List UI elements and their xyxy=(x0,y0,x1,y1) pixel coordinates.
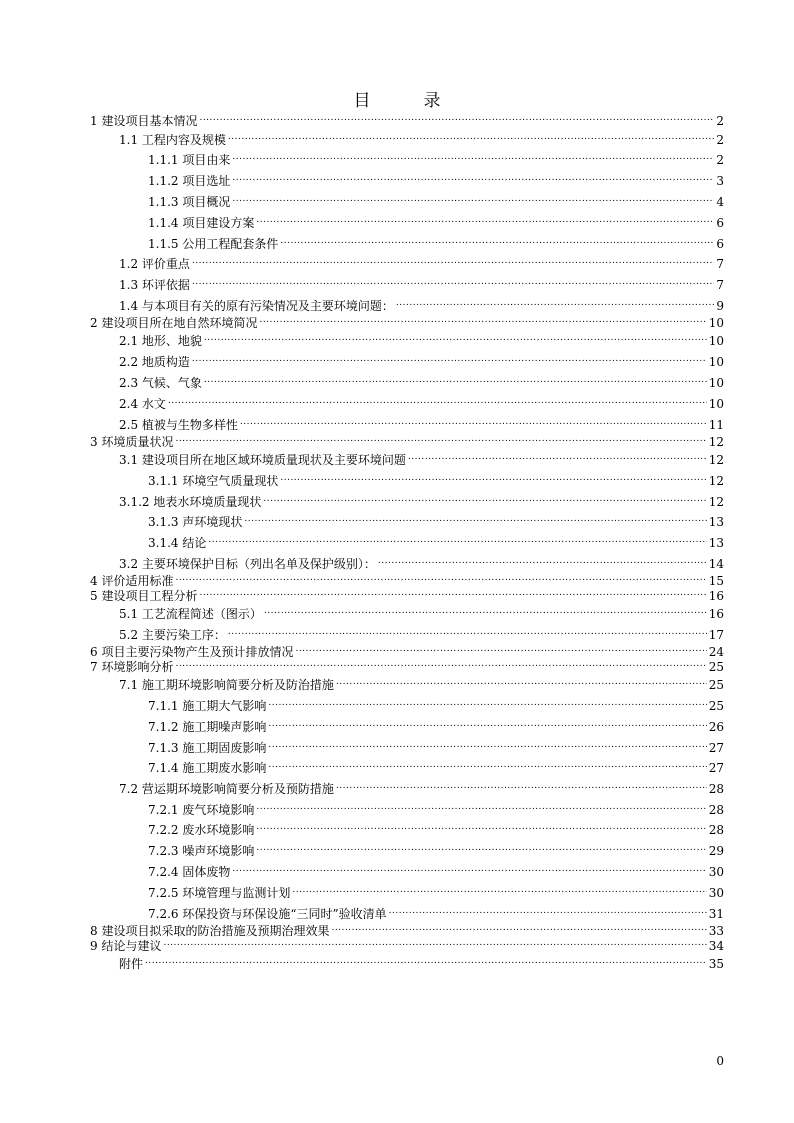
page-number: 0 xyxy=(716,1054,724,1068)
toc-entry-page: 26 xyxy=(708,720,724,734)
toc-entry-title: 7.2.1 废气环境影响 xyxy=(148,803,255,817)
toc-entry-page: 16 xyxy=(708,589,724,603)
toc-entry[interactable] xyxy=(0,881,794,900)
toc-entry-page: 12 xyxy=(708,453,724,467)
dot-leader xyxy=(268,736,706,752)
dot-leader xyxy=(336,673,707,689)
toc-entry-page: 29 xyxy=(708,844,724,858)
toc-entry-page: 10 xyxy=(708,334,724,348)
dot-leader xyxy=(192,273,714,289)
dot-leader xyxy=(168,392,707,408)
dot-leader xyxy=(256,798,706,814)
dot-leader xyxy=(232,860,706,876)
toc-entry[interactable] xyxy=(0,655,794,674)
dot-leader xyxy=(232,148,714,164)
toc-entry-title: 5.1 工艺流程简述（图示） xyxy=(119,607,262,621)
dot-leader xyxy=(175,569,706,585)
toc-entry-page: 25 xyxy=(708,678,724,692)
toc-entry-page: 11 xyxy=(708,418,724,432)
toc-entry-title: 1.2 评价重点 xyxy=(119,257,190,271)
toc-entry-title: 5 建设项目工程分析 xyxy=(90,589,198,603)
toc-entry-page: 25 xyxy=(708,660,724,674)
toc-entry[interactable] xyxy=(0,148,794,167)
toc-entry-page: 10 xyxy=(708,355,724,369)
toc-entry-page: 33 xyxy=(708,924,724,938)
toc-entry[interactable] xyxy=(0,934,794,953)
toc-entry[interactable] xyxy=(0,490,794,509)
toc-entry-title: 7.2.5 环境管理与监测计划 xyxy=(148,886,291,900)
toc-entry-page: 15 xyxy=(708,574,724,588)
toc-entry-page: 10 xyxy=(708,376,724,390)
toc-entry[interactable] xyxy=(0,694,794,713)
toc-entry-page: 2 xyxy=(716,133,724,147)
dot-leader xyxy=(208,531,706,547)
toc-entry-title: 3.2 主要环境保护目标（列出名单及保护级别）： xyxy=(119,557,376,571)
dot-leader xyxy=(199,109,714,125)
dot-leader xyxy=(175,655,706,671)
dot-leader xyxy=(192,350,707,366)
toc-entry-page: 14 xyxy=(708,557,724,571)
toc-entry-title: 1.1.5 公用工程配套条件 xyxy=(148,237,279,251)
toc-entry-page: 12 xyxy=(708,435,724,449)
toc-entry[interactable] xyxy=(0,311,794,330)
toc-entry-title: 1 建设项目基本情况 xyxy=(90,114,198,128)
toc-entry-title: 7.2.6 环保投资与环保设施“三同时”验收清单 xyxy=(148,907,387,921)
dot-leader xyxy=(199,584,706,600)
toc-entry-title: 1.1.3 项目概况 xyxy=(148,195,231,209)
toc-entry[interactable] xyxy=(0,232,794,251)
toc-entry[interactable] xyxy=(0,469,794,488)
toc-entry-title: 7 环境影响分析 xyxy=(90,660,174,674)
toc-entry-title: 7.1.3 施工期固废影响 xyxy=(148,741,267,755)
toc-entry-title: 7.1.2 施工期噪声影响 xyxy=(148,720,267,734)
dot-leader xyxy=(232,169,714,185)
dot-leader xyxy=(378,552,707,568)
toc-entry[interactable] xyxy=(0,902,794,921)
toc-entry-page: 24 xyxy=(708,645,724,659)
toc-entry[interactable] xyxy=(0,736,794,755)
dot-leader xyxy=(280,232,714,248)
dot-leader xyxy=(268,694,706,710)
toc-entry-title: 2.4 水文 xyxy=(119,397,166,411)
toc-entry[interactable] xyxy=(0,552,794,571)
toc-entry-title: 5.2 主要污染工序： xyxy=(119,628,226,642)
toc-entry-page: 3 xyxy=(716,174,724,188)
toc-entry-title: 1.3 环评依据 xyxy=(119,278,190,292)
toc-entry-page: 28 xyxy=(708,803,724,817)
toc-entry-title: 3.1.1 环境空气质量现状 xyxy=(148,474,279,488)
toc-entry-title: 1.1.2 项目选址 xyxy=(148,174,231,188)
toc-entry-title: 1.1 工程内容及规模 xyxy=(119,133,226,147)
toc-entry[interactable] xyxy=(0,640,794,659)
dot-leader xyxy=(192,252,714,268)
toc-entry[interactable] xyxy=(0,531,794,550)
toc-entry[interactable] xyxy=(0,569,794,588)
toc-entry[interactable] xyxy=(0,919,794,938)
toc-entry-page: 7 xyxy=(716,257,724,271)
dot-leader xyxy=(389,902,707,918)
toc-entry[interactable] xyxy=(0,350,794,369)
dot-leader xyxy=(408,448,707,464)
toc-entry[interactable] xyxy=(0,860,794,879)
toc-entry-title: 7.2.2 废水环境影响 xyxy=(148,823,255,837)
toc-entry-page: 7 xyxy=(716,278,724,292)
toc-entry[interactable] xyxy=(0,602,794,621)
dot-leader xyxy=(228,128,714,144)
dot-leader xyxy=(331,919,706,935)
toc-entry-title: 7.2 营运期环境影响简要分析及预防措施 xyxy=(119,782,334,796)
dot-leader xyxy=(264,602,707,618)
toc-entry-page: 6 xyxy=(716,216,724,230)
toc-entry-title: 1.4 与本项目有关的原有污染情况及主要环境问题： xyxy=(119,299,394,313)
toc-entry[interactable] xyxy=(0,756,794,775)
toc-entry[interactable] xyxy=(0,952,794,971)
toc-entry-page: 31 xyxy=(708,907,724,921)
dot-leader xyxy=(268,756,706,772)
toc-entry-page: 10 xyxy=(708,316,724,330)
toc-entry-title: 3.1 建设项目所在地区域环境质量现状及主要环境问题 xyxy=(119,453,406,467)
toc-entry-page: 12 xyxy=(708,495,724,509)
toc-entry-page: 12 xyxy=(708,474,724,488)
toc-entry[interactable] xyxy=(0,169,794,188)
toc-entry[interactable] xyxy=(0,839,794,858)
page-title: 目 录 xyxy=(353,91,459,111)
dot-leader xyxy=(175,430,706,446)
dot-leader xyxy=(263,490,706,506)
toc-entry[interactable] xyxy=(0,273,794,292)
toc-entry[interactable] xyxy=(0,818,794,837)
dot-leader xyxy=(292,881,706,897)
toc-entry[interactable] xyxy=(0,448,794,467)
toc-entry[interactable] xyxy=(0,584,794,603)
dot-leader xyxy=(232,190,714,206)
toc-entry-title: 附件 xyxy=(119,957,144,971)
dot-leader xyxy=(163,934,706,950)
toc-entry-title: 7.2.3 噪声环境影响 xyxy=(148,844,255,858)
toc-entry-page: 2 xyxy=(716,114,724,128)
dot-leader xyxy=(295,640,706,656)
toc-entry-page: 4 xyxy=(716,195,724,209)
toc-entry[interactable] xyxy=(0,623,794,642)
toc-entry-title: 1.1.4 项目建设方案 xyxy=(148,216,255,230)
toc-entry-page: 30 xyxy=(708,886,724,900)
toc-entry-page: 27 xyxy=(708,741,724,755)
dot-leader xyxy=(228,623,707,639)
toc-entry-title: 3.1.3 声环境现状 xyxy=(148,515,243,529)
toc-entry-page: 9 xyxy=(716,299,724,313)
dot-leader xyxy=(280,469,706,485)
toc-entry-title: 2.2 地质构造 xyxy=(119,355,190,369)
dot-leader xyxy=(256,818,706,834)
toc-entry-title: 7.1.4 施工期废水影响 xyxy=(148,761,267,775)
toc-entry[interactable] xyxy=(0,777,794,796)
toc-entry-page: 13 xyxy=(708,515,724,529)
dot-leader xyxy=(244,510,706,526)
toc-entry-title: 2 建设项目所在地自然环境简况 xyxy=(90,316,258,330)
toc-entry-title: 3.1.2 地表水环境质量现状 xyxy=(119,495,262,509)
toc-entry-title: 7.2.4 固体废物 xyxy=(148,865,231,879)
toc-entry-page: 35 xyxy=(708,957,724,971)
dot-leader xyxy=(204,371,707,387)
dot-leader xyxy=(259,311,706,327)
dot-leader xyxy=(268,715,706,731)
toc-entry-page: 13 xyxy=(708,536,724,550)
toc-entry[interactable] xyxy=(0,413,794,432)
toc-entry[interactable] xyxy=(0,329,794,348)
dot-leader xyxy=(240,413,707,429)
toc-entry-title: 2.5 植被与生物多样性 xyxy=(119,418,238,432)
toc-entry-page: 16 xyxy=(708,607,724,621)
toc-entry[interactable] xyxy=(0,109,794,128)
toc-entry-title: 7.1.1 施工期大气影响 xyxy=(148,699,267,713)
toc-entry[interactable] xyxy=(0,252,794,271)
toc-entry-page: 28 xyxy=(708,823,724,837)
toc-entry-page: 28 xyxy=(708,782,724,796)
toc-entry-title: 2.3 气候、气象 xyxy=(119,376,202,390)
toc-entry[interactable] xyxy=(0,430,794,449)
toc-entry[interactable] xyxy=(0,190,794,209)
toc-entry-title: 1.1.1 项目由来 xyxy=(148,153,231,167)
toc-entry[interactable] xyxy=(0,371,794,390)
toc-entry-title: 3.1.4 结论 xyxy=(148,536,207,550)
toc-entry-title: 8 建设项目拟采取的防治措施及预期治理效果 xyxy=(90,924,330,938)
dot-leader xyxy=(204,329,707,345)
toc-entry-title: 6 项目主要污染物产生及预计排放情况 xyxy=(90,645,294,659)
toc-entry[interactable] xyxy=(0,211,794,230)
toc-entry-title: 9 结论与建议 xyxy=(90,939,162,953)
toc-entry[interactable] xyxy=(0,392,794,411)
toc-entry[interactable] xyxy=(0,715,794,734)
dot-leader xyxy=(336,777,707,793)
toc-entry-page: 10 xyxy=(708,397,724,411)
toc-entry-title: 3 环境质量状况 xyxy=(90,435,174,449)
toc-entry-page: 6 xyxy=(716,237,724,251)
dot-leader xyxy=(256,211,714,227)
toc-entry[interactable] xyxy=(0,294,794,313)
toc-entry-title: 2.1 地形、地貌 xyxy=(119,334,202,348)
dot-leader xyxy=(396,294,714,310)
toc-entry[interactable] xyxy=(0,510,794,529)
toc-entry-title: 7.1 施工期环境影响简要分析及防治措施 xyxy=(119,678,334,692)
toc-entry-page: 34 xyxy=(708,939,724,953)
toc-entry[interactable] xyxy=(0,798,794,817)
toc-entry-page: 2 xyxy=(716,153,724,167)
toc-entry-page: 17 xyxy=(708,628,724,642)
dot-leader xyxy=(256,839,706,855)
toc-entry[interactable] xyxy=(0,128,794,147)
toc-entry-page: 30 xyxy=(708,865,724,879)
toc-entry-page: 27 xyxy=(708,761,724,775)
toc-entry-title: 4 评价适用标准 xyxy=(90,574,174,588)
dot-leader xyxy=(145,952,707,968)
toc-entry[interactable] xyxy=(0,673,794,692)
toc-entry-page: 25 xyxy=(708,699,724,713)
